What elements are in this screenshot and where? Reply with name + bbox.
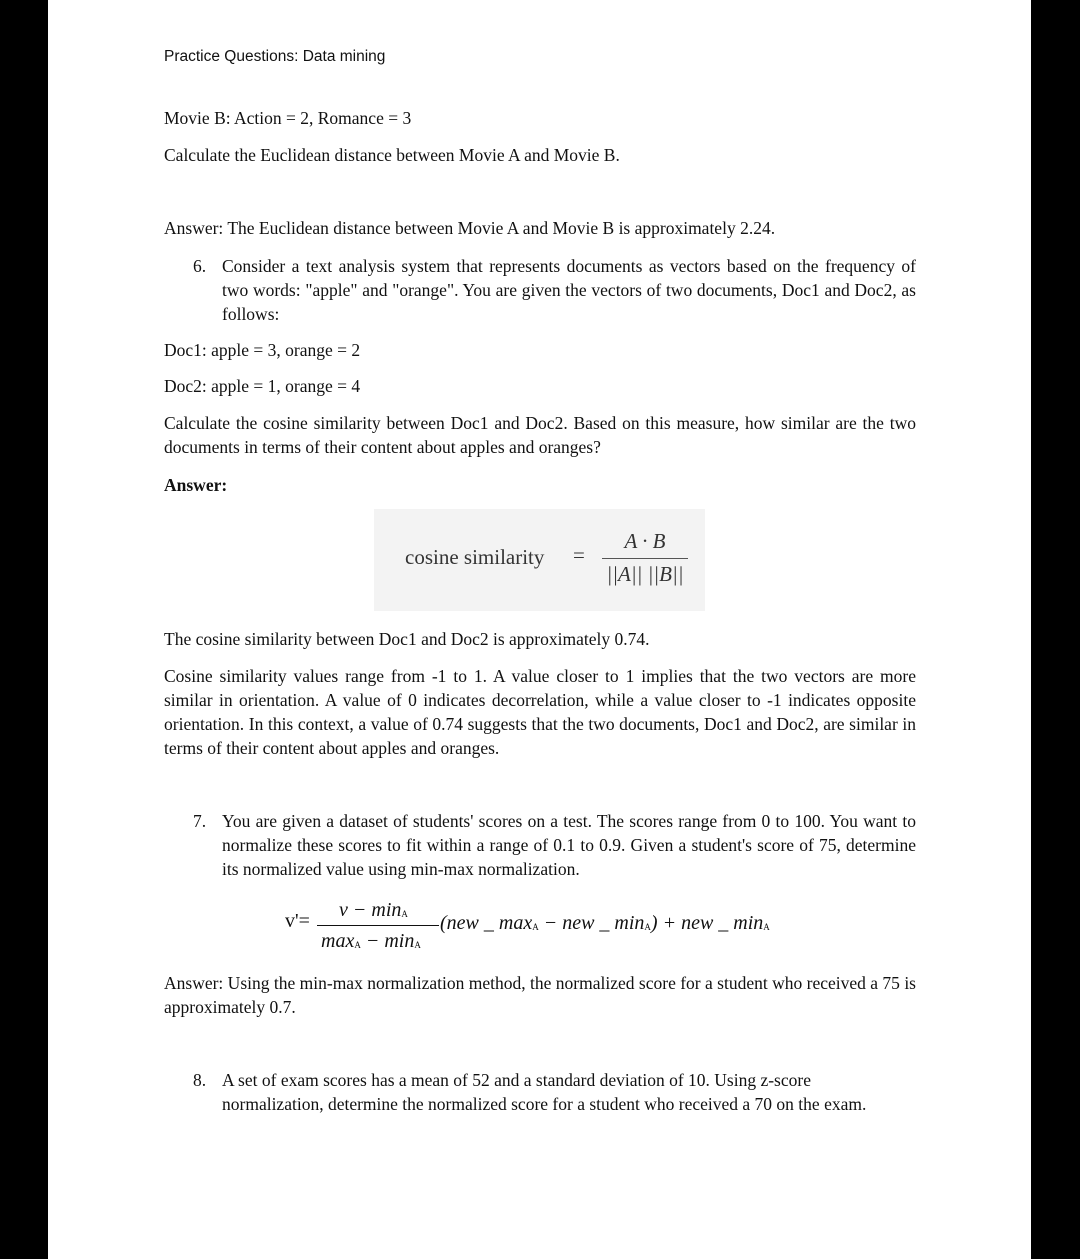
- q6-question: Calculate the cosine similarity between Doc1 and Doc2. Based on this measure, how similar are the two documents in terms of their content about apples and oranges?: [164, 413, 916, 457]
- movie-b-values: Movie B: Action = 2, Romance = 3: [164, 108, 412, 128]
- doc1-vector: Doc1: apple = 3, orange = 2: [164, 340, 361, 360]
- q7-text: You are given a dataset of students' scores on a test. The scores range from 0 to 100. You want to normalize these scores to fit within a range of 0.1 to 0.9. Given a student's score of 75, determine its normalized value using min-max normalization.: [222, 811, 916, 879]
- document-page: [48, 0, 1031, 1259]
- min-max-fraction-bar: [317, 925, 439, 926]
- formula-equals: =: [573, 543, 585, 567]
- fraction-bar: [602, 558, 688, 559]
- q6-number: 6.: [193, 256, 207, 276]
- cosine-explanation: Cosine similarity values range from -1 to 1. A value closer to 1 implies that the two vectors are more similar in orientation. A value of 0 indicates decorrelation, while a value closer to -1 indicates opposite orientation. In this context, a value of 0.74 suggests that the two documents, Doc1 and Doc2, are similar in terms of their content about apples and oranges.: [164, 666, 916, 758]
- q6-answer-label: Answer:: [164, 475, 228, 495]
- q7-number: 7.: [193, 811, 207, 831]
- euclidean-question: Calculate the Euclidean distance between Movie A and Movie B.: [164, 145, 620, 165]
- cosine-similarity-formula: [374, 509, 705, 611]
- formula-num: $v - \min_A$: [339, 899, 408, 921]
- q8-text: A set of exam scores has a mean of 52 and a standard deviation of 10. Using z-score normalization, determine the normalized score for a student who received a 70 on the exam.: [222, 1070, 867, 1114]
- formula-rhs: (new _ $\max_A$ − new _ $\min_A$) + new _ $\min_A$: [440, 912, 770, 934]
- doc2-vector: Doc2: apple = 1, orange = 4: [164, 376, 361, 396]
- page-header: Practice Questions: Data mining: [164, 48, 386, 65]
- formula-den: $\max_A - \min_A$: [321, 930, 421, 952]
- q8-number: 8.: [193, 1070, 207, 1090]
- q7-answer: Answer: Using the min-max normalization method, the normalized score for a student who received a 75 is approximately 0.7.: [164, 973, 916, 1017]
- formula-denominator: ||A|| ||B||: [606, 562, 684, 586]
- cosine-result: The cosine similarity between Doc1 and Doc2 is approximately 0.74.: [164, 629, 650, 649]
- formula-label: cosine similarity: [405, 545, 545, 569]
- q6-text: Consider a text analysis system that represents documents as vectors based on the frequency of two words: "apple" and "orange". You are given the vectors of two documents, Doc1 and Doc2, as follows:: [222, 256, 916, 324]
- euclidean-answer: Answer: The Euclidean distance between Movie A and Movie B is approximately 2.24.: [164, 218, 776, 238]
- formula-numerator: A · B: [624, 529, 666, 553]
- formula-lhs: v'=: [285, 910, 310, 932]
